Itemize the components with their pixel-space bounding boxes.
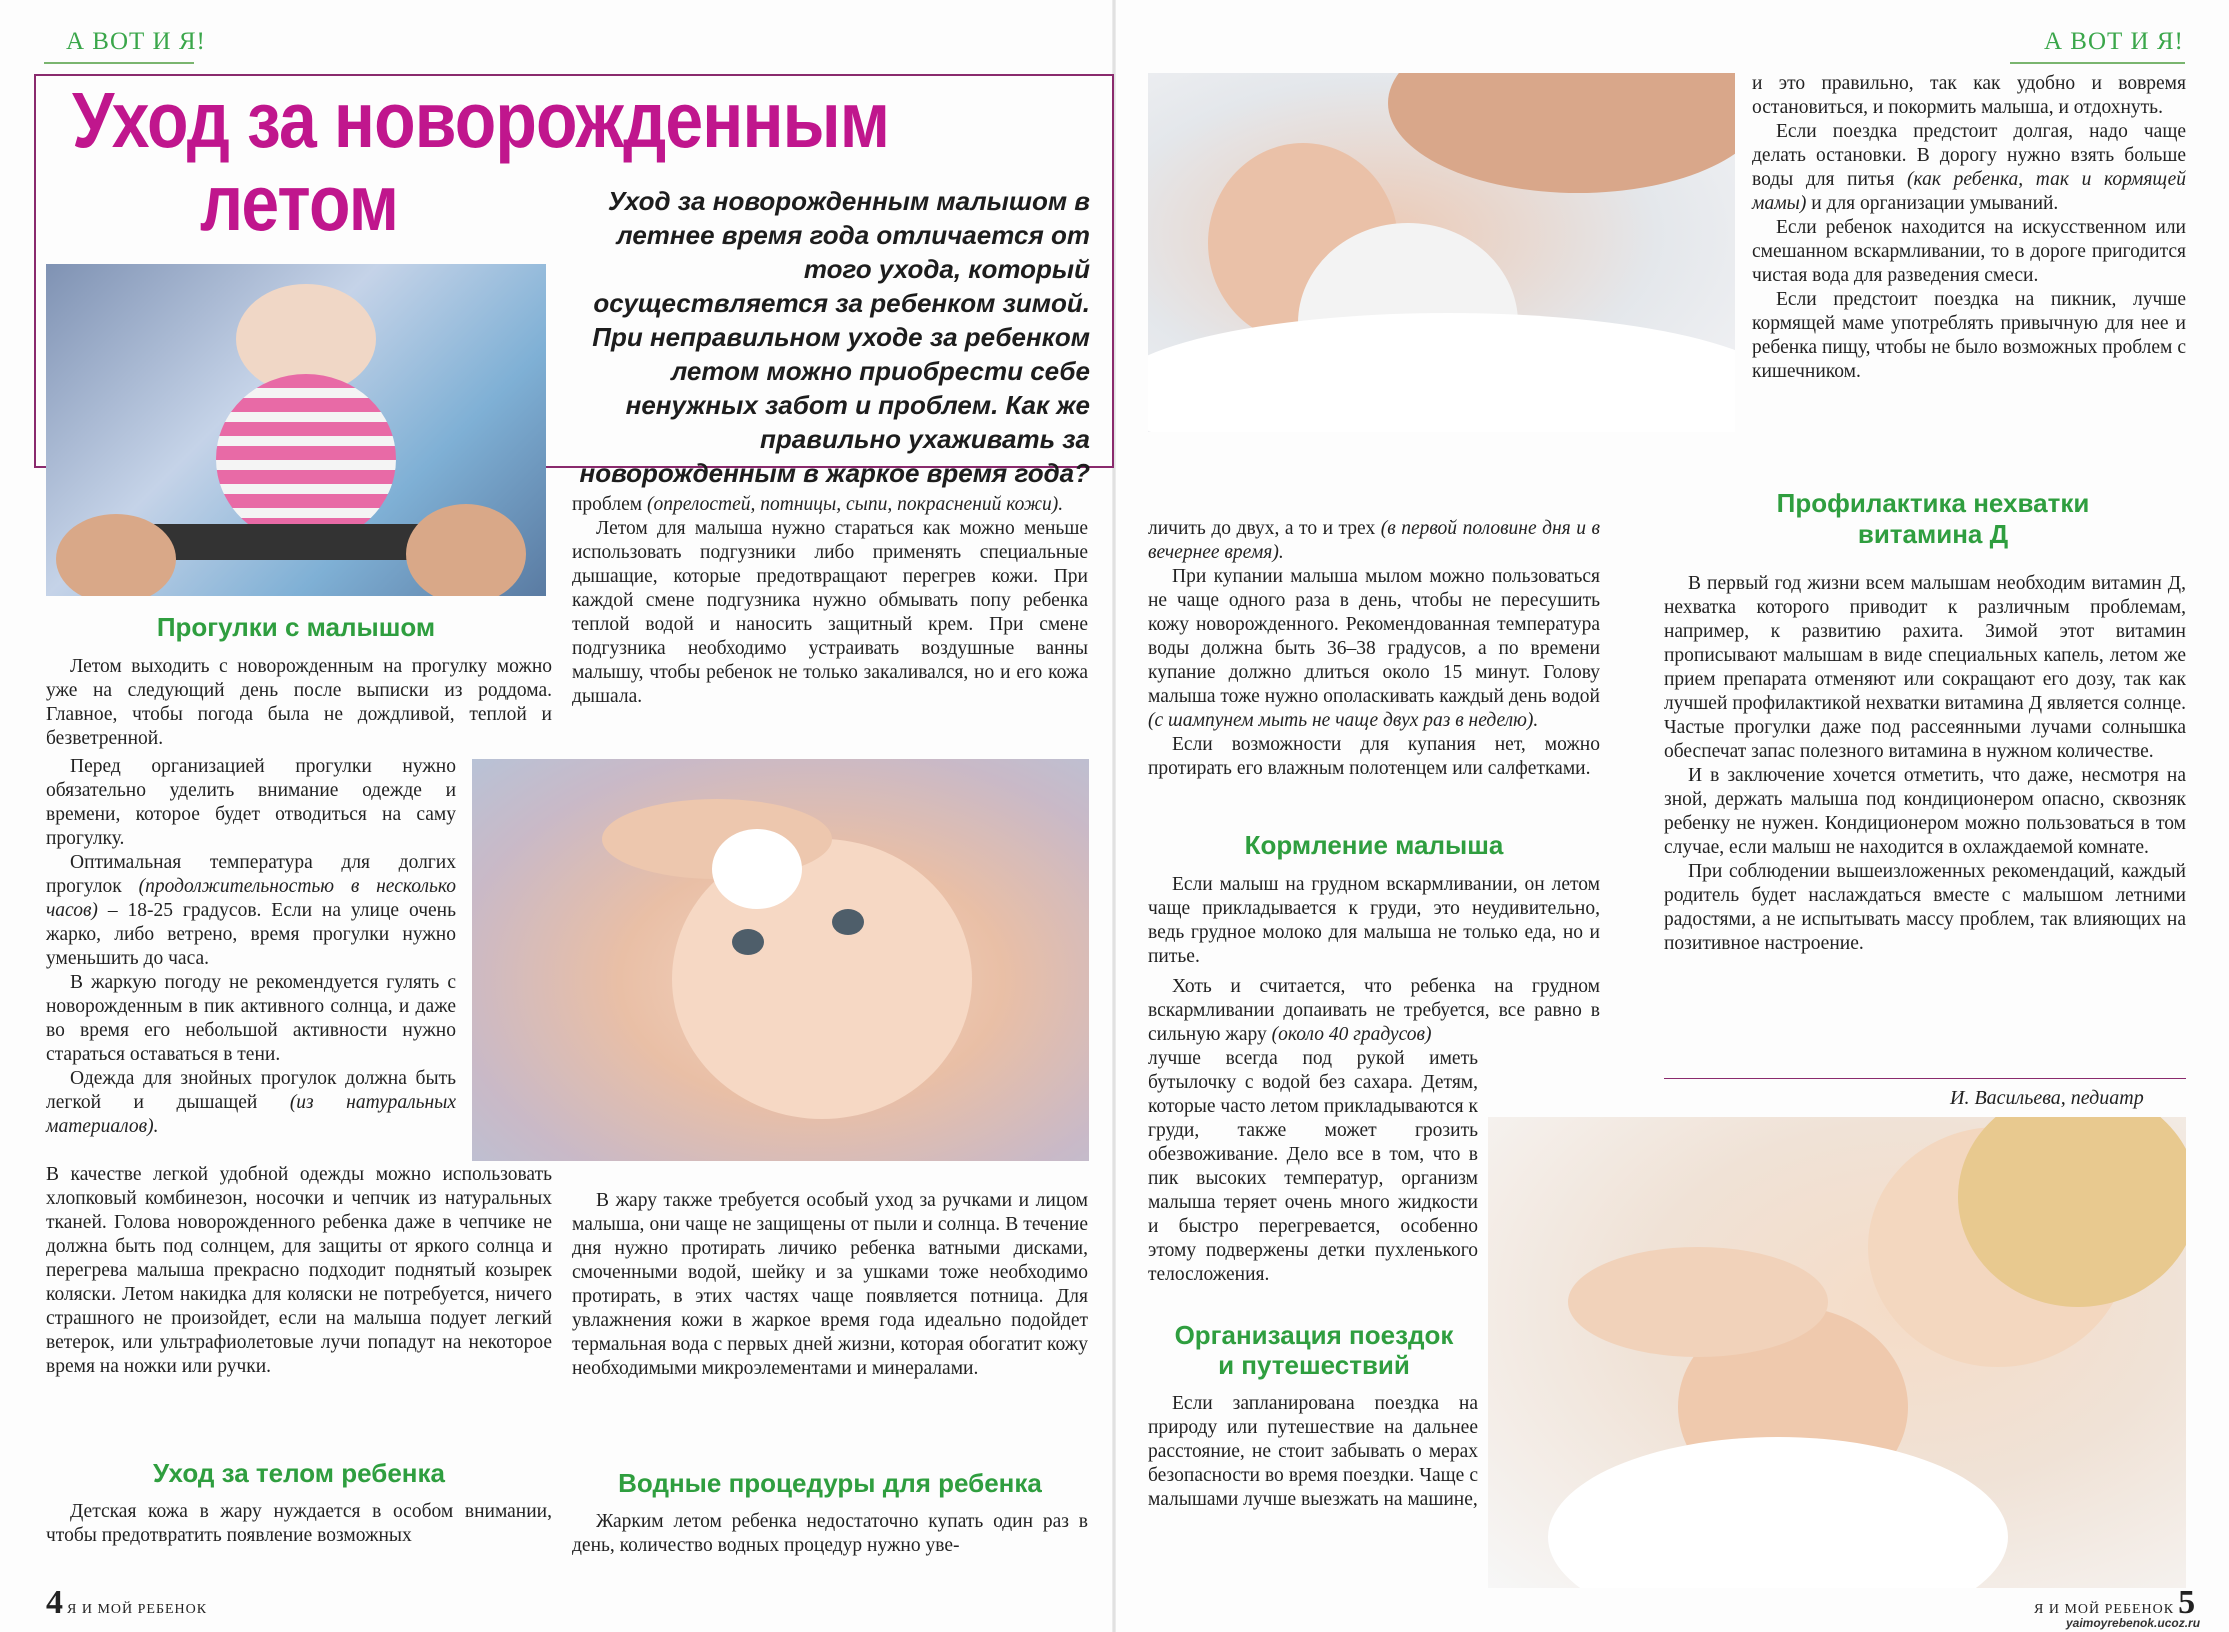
walks-p3-text-b: – 18-25 градусов. Если на улице очень жарко, либо ветрено, время прогулки нужно уменьшить до часа. [46,900,456,969]
feeding-p2-italic: (около 40 градусов) [1271,1024,1432,1045]
water-paragraph-2 [1148,517,1600,565]
walks-paragraph-5-end: В качестве легкой удобной одежды можно использовать хлопковый комбинезон, носочки и чепчик из натуральных тканей. Голова новорожденного ребенка даже в чепчике не должна быть под солнцем, для защиты от яркого солнца и перегрева малыша прекрасно подходит поднятый козырек коляски. Летом накидка для коляски не потребуется, ничего страшного не произойдет, если на малыша подует легкий ветерок, или ультрафиолетовые лучи попадут на некоторое время на ножки или ручки. [46,1164,552,1377]
water-paragraph-4: Если возможности для купания нет, можно протирать его влажным полотенцем или салфетками. [1148,734,1600,779]
column-2-bottom [572,1189,1088,1381]
article-title-line-1: Уход за новорожденным [72,75,890,164]
magazine-name-left: Я И МОЙ РЕБЕНОК [67,1602,208,1617]
vitamin-paragraph-1: В первый год жизни всем малышам необходим витамин Д, нехватка которого приводит к различным проблемам, например, к развитию рахита. Зимой этот витамин прописывают малышам в виде специальных капель, летом же прием препарата отменяют или сокращают его дозу, так как лучшей профилактикой нехватки витамина Д является солнце. Частые прогулки даже под рассеянными лучами солнышка обеспечат запас полезного витамина в нужном количестве. [1664,573,2186,762]
water-p3-italic: (с шампунем мыть не чаще двух раз в неделю). [1148,710,1539,731]
face-care-paragraph: В жару также требуется особый уход за ручками и лицом малыша, они чаще не защищены от пыли и солнца. В течение дня нужно протирать личико ребенка ватными дисками, смоченными водой, шейку и за ушками тоже необходимо протирать, в этих частях чаще появляется потница. Для увлажнения кожи в жаркое время года идеально подойдет термальная вода с первых дней жизни, которая обогатит кожу необходимыми микроэлементами и минералами. [572,1190,1088,1379]
photo-baby-face-cleaning [472,759,1089,1161]
water-p3-text: При купании малыша мылом можно пользоваться не чаще одного раза в день, чтобы не пересушить кожу новорожденного. Рекомендованная температура воды должна быть 36–38 градусов, а по времени купание должно длиться около 15 минут. Голову малыша тоже нужно ополаскивать каждый день водой [1148,566,1600,707]
trips-p3-text-a: Если поездка предстоит долгая, надо чаще делать остановки. В дорогу нужно взять больше воды для питья [1752,121,2186,190]
mother-arm-shape [1568,1247,1828,1357]
walks-p3-text-a: Оптимальная температура для долгих прогулок [46,852,456,897]
trips-paragraph-4: Если ребенок находится на искусственном или смешанном вскармливании, то в дороге пригодится чистая вода для разведения смеси. [1752,217,2186,286]
walks-wide-column [46,1163,552,1379]
trips-p3-italic: (как ребенка, так и кормящей мамы) [1752,169,2186,214]
baby-outfit-shape [216,374,396,544]
heading-body-care: Уход за телом ребенка [153,1458,445,1488]
heading-trips-line-1: Организация поездок [1174,1320,1454,1350]
walks-p5-text-a: Одежда для знойных прогулок должна быть легкой и дышащей [46,1068,456,1113]
trips-text [1148,1392,1478,1512]
heading-vitamin-line-1: Профилактика нехватки [1776,488,2090,518]
heading-walks: Прогулки с малышом [156,612,436,642]
bath-tub-shape [1148,313,1735,432]
tag-rule-left [44,62,194,64]
skin-p1-text: проблем [572,494,647,515]
hand-left-shape [56,514,176,596]
website-url: yaimoyrebenok.ucoz.ru [2066,1616,2201,1630]
section-tag-left: А ВОТ И Я! [66,28,206,55]
water-p2-italic: (в первой половине дня и в вечернее время). [1148,518,1600,563]
feeding-text-3 [1148,1047,1478,1287]
photo-baby-in-stroller [46,264,546,596]
column-4-top [1752,72,2186,384]
photo-mother-breastfeeding [1488,1117,2186,1588]
body-care-paragraph-1: Детская кожа в жару нуждается в особом внимании, чтобы предотвратить появление возможных [46,1501,552,1546]
tag-rule-right [2010,62,2185,64]
trips-paragraph-5: Если предстоит поездка на пикник, лучше кормящей маме употреблять привычную для нее и ребенка пищу, чтобы не было возможных проблем с кишечником. [1752,289,2186,382]
walks-p5-italic: (из натуральных материалов). [46,1092,456,1137]
author-rule [1664,1078,2186,1079]
water-paragraph-1: Жарким летом ребенка недостаточно купать один раз в день, количество водных процедур нужно уве- [572,1511,1088,1556]
vitamin-text [1664,572,2186,956]
water-p2-text: личить до двух, а то и трех [1148,518,1381,539]
body-care-text [46,1500,552,1548]
walks-paragraph-1: Летом выходить с новорожденным на прогулку можно уже на следующий день после выписки из роддома. Главное, чтобы погода была не дождливой, теплой и безветренной. [46,656,552,749]
trips-paragraph-2: и это правильно, так как удобно и вовремя остановиться, и покормить малыша, и отдохнуть. [1752,73,2186,118]
heading-vitamin-line-2: витамина Д [1857,519,2009,549]
skin-paragraph-1 [572,493,1088,517]
footer-left [46,1584,207,1622]
walks-intro [46,655,552,751]
trips-p3-text-b: и для организации умываний. [1806,193,2059,214]
walks-paragraph-2: Перед организацией прогулки нужно обязательно уделить внимание одежде и времени, которое будет отводиться на саму прогулку. [46,756,456,849]
water-text [572,1510,1088,1558]
skin-p1-italic: (опрелостей, потницы, сыпи, покраснений кожи). [646,494,1064,515]
water-paragraph-3 [1148,565,1600,733]
column-2-top [572,493,1088,709]
page-number-left: 4 [46,1584,63,1621]
vitamin-paragraph-3: При соблюдении вышеизложенных рекомендаций, каждый родитель будет наслаждаться вместе с малышом летними радостями, а не испытывать массу проблем, так влияющих на позитивное настроение. [1664,861,2186,954]
hand-right-shape [406,504,526,596]
feeding-paragraph-2-end: лучше всегда под рукой иметь бутылочку с водой без сахара. Детям, которые часто летом прикладываются к груди, также может грозить обезвоживание. Дело все в том, что в пик высоких температур, организм малыша теряет очень много жидкости и быстро перегревается, особенно этому подвержены детки пухленького телосложения. [1148,1048,1478,1285]
feeding-text [1148,873,1600,969]
baby-eye-left [732,929,764,955]
heading-trips [1148,1320,1480,1380]
walks-narrow-column [46,755,456,1139]
feeding-p2-text-a: Хоть и считается, что ребенка на грудном вскармливании допаивать не требуется, все равно в сильную жару [1148,976,1600,1045]
heading-trips-line-2: и путешествий [1218,1350,1410,1380]
heading-vitamin-d [1680,488,2186,550]
adult-arm-shape [1388,73,1735,193]
page-number-right: 5 [2178,1584,2196,1621]
trips-paragraph-1: Если запланирована поездка на природу или путешествие на дальнее расстояние, не стоит забывать о мерах безопасности во время поездки. Чаще с малышами лучше выезжать на машине, [1148,1393,1478,1510]
walks-p3-italic: (продолжительностью в несколько часов) [46,876,456,921]
skin-paragraph-2: Летом для малыша нужно стараться как можно меньше использовать подгузники либо применять специальные дышащие, которые предотвращают перегрев кожи. При каждой смене подгузника нужно обмывать попу ребенка теплой водой и наносить защитный крем. При смене подгузника необходимо устраивать воздушные ванны малышу, чтобы ребенок не только закаливался, но и его кожа дышала. [572,518,1088,707]
feeding-paragraph-2-start [1148,975,1600,1047]
cotton-pad-shape [712,829,802,909]
photo-baby-bath [1148,73,1735,432]
vitamin-paragraph-2: И в заключение хочется отметить, что даже, несмотря на зной, держать малыша под кондиционером опасно, сквозняк ребенку не нужен. Кондиционером можно пользоваться в том случае, если малыш не находится в охлаждаемой комнате. [1664,765,2186,858]
column-3 [1148,517,1600,781]
feeding-paragraph-1: Если малыш на грудном вскармливании, он летом чаще прикладывается к груди, это неудивительно, ведь грудное молоко для малыша не только еда, но и питье. [1148,874,1600,967]
article-title-line-2: летом [200,158,399,247]
walks-paragraph-5-start [46,1067,456,1139]
heading-feeding: Кормление малыша [1244,830,1504,860]
article-lead: Уход за новорожденным малышом в летнее время года отличается от того ухода, который осуществляется за ребенком зимой. При неправильном уходе за ребенком летом можно приобрести себе ненужных забот и проблем. Как же правильно ухаживать за новорожденным в жаркое время года? [579,186,1090,488]
blanket-shape [1548,1437,2008,1588]
walks-paragraph-4: В жаркую погоду не рекомендуется гулять с новорожденным в пик активного солнца, и даже во время его небольшой активности нужно стараться оставаться в тени. [46,972,456,1065]
walks-paragraph-3 [46,851,456,971]
magazine-name-right: Я И МОЙ РЕБЕНОК [2034,1602,2175,1617]
article-author: И. Васильева, педиатр [1950,1087,2144,1109]
trips-paragraph-3 [1752,120,2186,216]
section-tag-right: А ВОТ И Я! [2044,28,2184,55]
heading-water-procedures: Водные процедуры для ребенка [618,1468,1042,1498]
baby-eye-right [832,909,864,935]
feeding-text-2 [1148,975,1600,1047]
